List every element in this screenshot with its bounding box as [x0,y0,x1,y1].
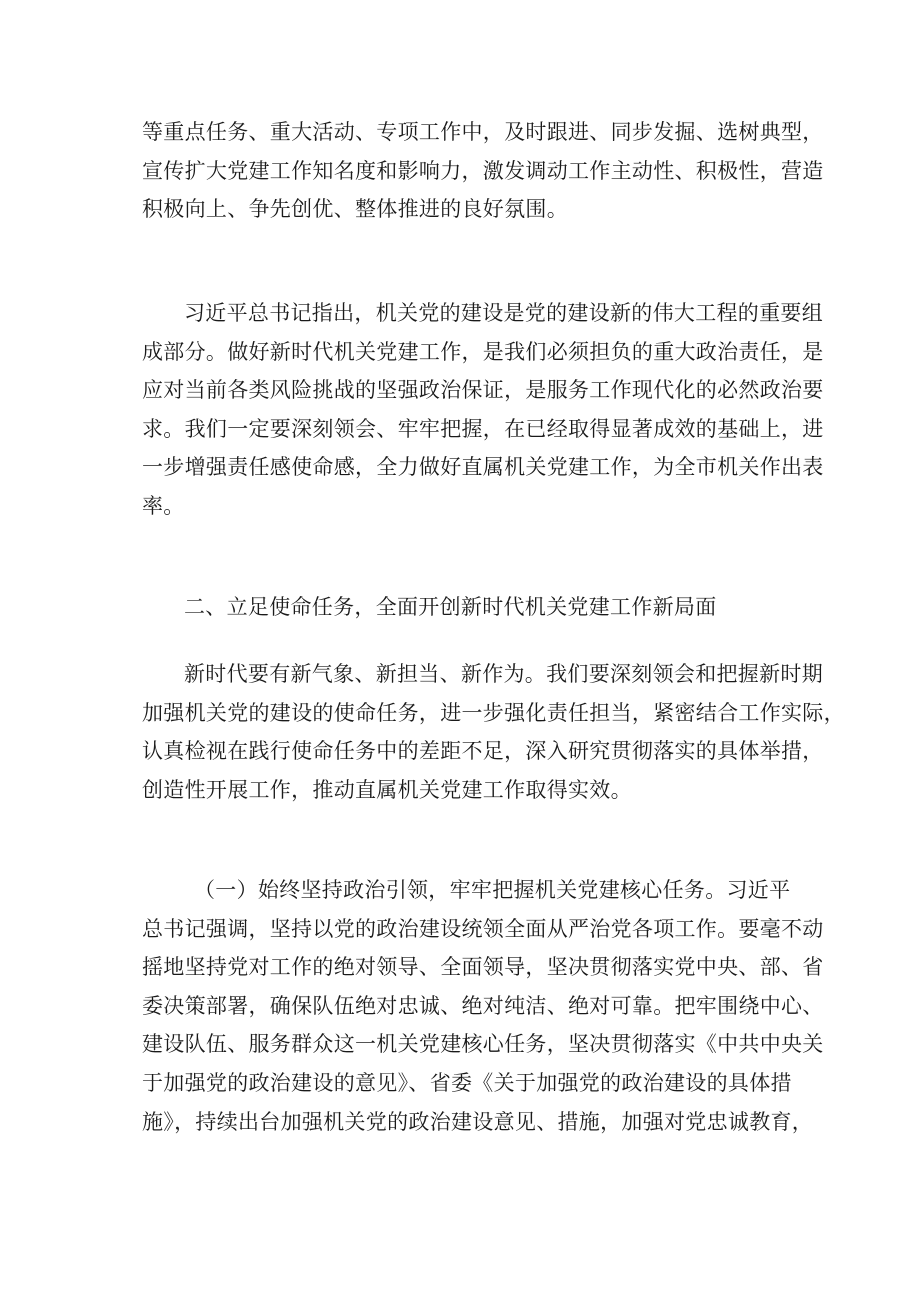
section-heading [142,588,790,627]
text-line: 新时代要有新气象、新担当、新作为。我们要深刻领会和把握新时期 [184,662,823,686]
text-line: 总书记强调，坚持以党的政治建设统领全面从严治党各项工作。要毫不动 [142,916,824,941]
text-line: 施》，持续出台加强机关党的政治建设意见、措施，加强对党忠诚教育， [142,1109,814,1134]
paragraph-continued [142,113,824,229]
text-line: 于加强党的政治建设的意见》、省委《关于加强党的政治建设的具体措 [142,1070,792,1095]
text-line: 摇地坚持党对工作的绝对领导、全面领导，坚决贯彻落实党中央、部、省 [142,955,824,980]
text-line: （一）始终坚持政治引领，牢牢把握机关党建核心任务。习近平 [194,878,791,902]
text-line: 加强机关党的建设的使命任务，进一步强化责任担当，紧密结合工作实际， [142,700,845,725]
paragraph-political-leadership [142,871,824,1141]
text-line: 等重点任务、重大活动、专项工作中，及时跟进、同步发掘、选树典型， [142,120,824,144]
text-line: 成部分。做好新时代机关党建工作，是我们必须担负的重大政治责任，是 [142,339,824,364]
text-line: 习近平总书记指出，机关党的建设是党的建设新的伟大工程的重要组 [184,301,823,325]
text-line: 应对当前各类风险挑战的坚强政治保证，是服务工作现代化的必然政治要 [142,378,824,403]
text-line: 率。 [142,493,185,518]
text-line: 认真检视在践行使命任务中的差距不足，深入研究贯彻落实的具体举措， [142,739,824,764]
text-line: 一步增强责任感使命感，全力做好直属机关党建工作，为全市机关作出表 [142,455,824,480]
text-line: 建设队伍、服务群众这一机关党建核心任务，坚决贯彻落实《中共中央关 [142,1032,824,1057]
text-line: 委决策部署，确保队伍绝对忠诚、绝对纯洁、绝对可靠。把牢围绕中心、 [142,993,824,1018]
text-line: 积极向上、争先创优、整体推进的良好氛围。 [142,197,568,222]
text-line: 求。我们一定要深刻领会、牢牢把握，在已经取得显著成效的基础上，进 [142,416,824,441]
heading-text: 二、立足使命任务，全面开创新时代机关党建工作新局面 [184,595,717,619]
text-line: 宣传扩大党建工作知名度和影响力，激发调动工作主动性、积极性，营造 [142,158,824,183]
paragraph-new-era [142,655,845,809]
text-line: 创造性开展工作，推动直属机关党建工作取得实效。 [142,777,632,802]
paragraph-leadership-quote [142,294,824,526]
